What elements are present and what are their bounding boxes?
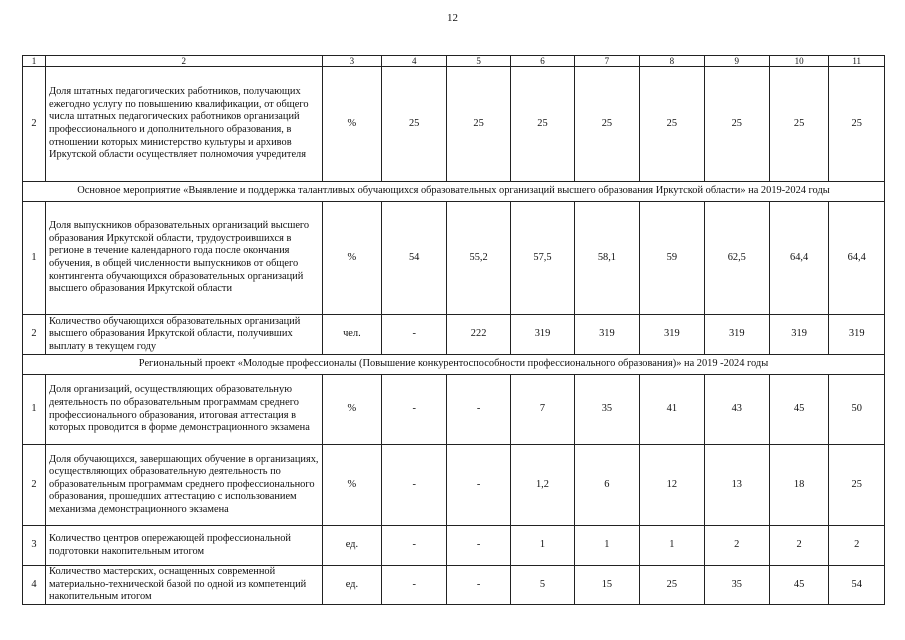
value-cell: 54 xyxy=(829,566,885,605)
table-row xyxy=(23,315,885,355)
value-cell: 57,5 xyxy=(511,202,575,315)
table-row xyxy=(23,526,885,566)
value-cell: - xyxy=(382,526,447,566)
value-cell: 222 xyxy=(447,315,511,355)
value-cell: 25 xyxy=(769,67,829,182)
row-number: 3 xyxy=(23,526,46,566)
unit-cell: ед. xyxy=(322,526,382,566)
value-cell: 2 xyxy=(769,526,829,566)
indicator-name: Количество центров опережающей профессиональной подготовки накопительным итогом xyxy=(46,526,323,566)
value-cell: 55,2 xyxy=(447,202,511,315)
value-cell: 50 xyxy=(829,375,885,445)
table-row xyxy=(23,67,885,182)
value-cell: 25 xyxy=(704,67,769,182)
value-cell: - xyxy=(382,445,447,526)
column-header-cell: 4 xyxy=(382,56,447,67)
unit-cell: ед. xyxy=(322,566,382,605)
column-header-cell: 3 xyxy=(322,56,382,67)
indicator-name: Доля штатных педагогических работников, получающих ежегодно услугу по повышению квалификации, от общего числа штатных педагогических работников организаций профессионального и дополнительного образования, в отношении которых министерство культуры и архивов Иркутской области осуществляет полномочия учредителя xyxy=(46,67,323,182)
row-number: 1 xyxy=(23,375,46,445)
section-row xyxy=(23,355,885,375)
column-header-cell: 9 xyxy=(704,56,769,67)
column-header-cell: 7 xyxy=(574,56,639,67)
value-cell: 25 xyxy=(639,67,704,182)
value-cell: 319 xyxy=(574,315,639,355)
value-cell: - xyxy=(447,566,511,605)
value-cell: 319 xyxy=(769,315,829,355)
value-cell: 7 xyxy=(511,375,575,445)
value-cell: - xyxy=(447,375,511,445)
value-cell: 25 xyxy=(574,67,639,182)
value-cell: 2 xyxy=(704,526,769,566)
indicator-name: Доля выпускников образовательных организаций высшего образования Иркутской области, трудоустроившихся в регионе в течение календарного года после окончания обучения, в общей численности выпускников от общего контингента обучающихся образовательных организаций высшего образования Иркутской области xyxy=(46,202,323,315)
value-cell: 41 xyxy=(639,375,704,445)
column-header-row xyxy=(23,56,885,67)
value-cell: 319 xyxy=(511,315,575,355)
value-cell: - xyxy=(382,315,447,355)
value-cell: 59 xyxy=(639,202,704,315)
value-cell: 5 xyxy=(511,566,575,605)
column-header-cell: 2 xyxy=(46,56,323,67)
unit-cell: чел. xyxy=(322,315,382,355)
row-number: 1 xyxy=(23,202,46,315)
value-cell: - xyxy=(382,375,447,445)
table-row xyxy=(23,566,885,605)
value-cell: 6 xyxy=(574,445,639,526)
value-cell: - xyxy=(382,566,447,605)
value-cell: 62,5 xyxy=(704,202,769,315)
value-cell: 45 xyxy=(769,375,829,445)
value-cell: 15 xyxy=(574,566,639,605)
indicator-name: Доля обучающихся, завершающих обучение в организациях, осуществляющих образовательную деятельность по образовательным программам среднего профессионального образования, прошедших аттестацию с использованием механизма демонстрационного экзамена xyxy=(46,445,323,526)
value-cell: 25 xyxy=(511,67,575,182)
value-cell: 35 xyxy=(574,375,639,445)
value-cell: 1 xyxy=(511,526,575,566)
value-cell: 64,4 xyxy=(829,202,885,315)
value-cell: 1 xyxy=(639,526,704,566)
row-number: 2 xyxy=(23,67,46,182)
value-cell: 35 xyxy=(704,566,769,605)
value-cell: 45 xyxy=(769,566,829,605)
value-cell: 18 xyxy=(769,445,829,526)
value-cell: 25 xyxy=(639,566,704,605)
row-number: 4 xyxy=(23,566,46,605)
indicator-name: Количество мастерских, оснащенных современной материально-технической базой по одной из компетенций накопительным итогом xyxy=(46,566,323,605)
unit-cell: % xyxy=(322,202,382,315)
column-header-cell: 10 xyxy=(769,56,829,67)
value-cell: - xyxy=(447,526,511,566)
value-cell: 319 xyxy=(829,315,885,355)
value-cell: 319 xyxy=(639,315,704,355)
value-cell: 25 xyxy=(447,67,511,182)
indicator-name: Доля организаций, осуществляющих образовательную деятельность по образовательным программам среднего профессионального образования, итоговая аттестация в которых проводится в форме демонстрационного экзамена xyxy=(46,375,323,445)
column-header-cell: 5 xyxy=(447,56,511,67)
value-cell: 12 xyxy=(639,445,704,526)
value-cell: 25 xyxy=(382,67,447,182)
value-cell: 1,2 xyxy=(511,445,575,526)
table-row xyxy=(23,445,885,526)
column-header-cell: 11 xyxy=(829,56,885,67)
unit-cell: % xyxy=(322,445,382,526)
value-cell: 1 xyxy=(574,526,639,566)
value-cell: 319 xyxy=(704,315,769,355)
unit-cell: % xyxy=(322,67,382,182)
column-header-cell: 8 xyxy=(639,56,704,67)
row-number: 2 xyxy=(23,315,46,355)
value-cell: 54 xyxy=(382,202,447,315)
column-header-cell: 6 xyxy=(511,56,575,67)
page-number: 12 xyxy=(447,12,458,24)
table-row xyxy=(23,202,885,315)
section-title: Региональный проект «Молодые профессионалы (Повышение конкурентоспособности профессионального образования)» на 2019 -2024 годы xyxy=(23,355,885,375)
column-header-cell: 1 xyxy=(23,56,46,67)
value-cell: 58,1 xyxy=(574,202,639,315)
indicator-name: Количество обучающихся образовательных организаций высшего образования Иркутской области, получивших выплату в текущем году xyxy=(46,315,323,355)
value-cell: 25 xyxy=(829,67,885,182)
value-cell: 43 xyxy=(704,375,769,445)
value-cell: 13 xyxy=(704,445,769,526)
table-row xyxy=(23,375,885,445)
unit-cell: % xyxy=(322,375,382,445)
row-number: 2 xyxy=(23,445,46,526)
value-cell: 2 xyxy=(829,526,885,566)
value-cell: 64,4 xyxy=(769,202,829,315)
value-cell: - xyxy=(447,445,511,526)
indicator-table xyxy=(22,55,885,605)
section-title: Основное мероприятие «Выявление и поддержка талантливых обучающихся образовательных организаций высшего образования Иркутской области» на 2019-2024 годы xyxy=(23,182,885,202)
value-cell: 25 xyxy=(829,445,885,526)
section-row xyxy=(23,182,885,202)
